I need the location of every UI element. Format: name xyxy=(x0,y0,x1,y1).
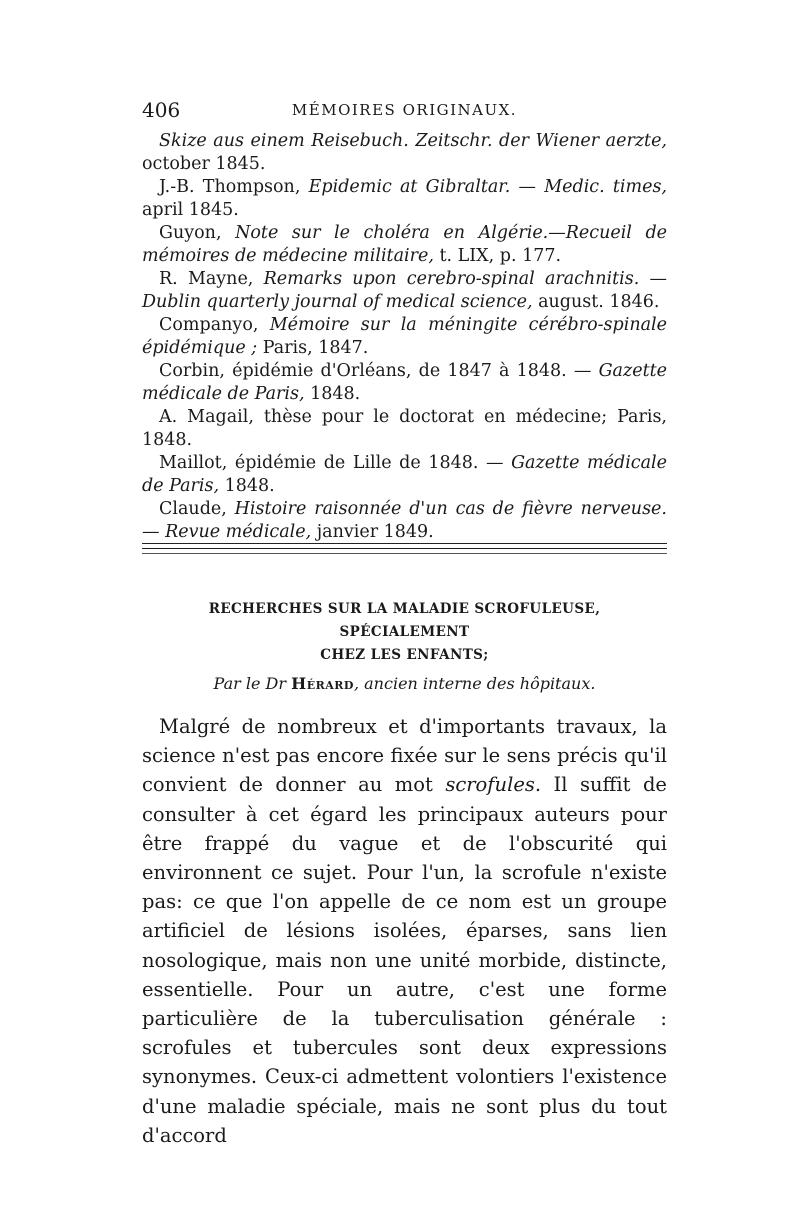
section-divider xyxy=(142,543,667,549)
reference-entry: Skize aus einem Reisebuch. Zeitschr. der Wiener aerzte, october 1845. xyxy=(142,131,667,174)
reference-entry: Claude, Histoire raisonnée d'un cas de fièvre nerveuse. — Revue médicale, janvier 1849. xyxy=(142,499,667,542)
reference-entry: J.-B. Thompson, Epidemic at Gibraltar. — Medic. times, april 1845. xyxy=(142,177,667,220)
article-title xyxy=(142,598,667,667)
author-name: Hérard xyxy=(291,674,354,693)
running-title: MÉMOIRES ORIGINAUX. xyxy=(291,101,518,119)
body-paragraph: Malgré de nombreux et d'importants travaux, la science n'est pas encore fixée sur le sens précis qu'il convient de donner au mot scrofules. Il suffit de consulter à cet égard les principaux auteurs pour être frappé du vague et de l'obscurité qui environnent ce sujet. Pour l'un, la scrofule n'existe pas: ce que l'on appelle de ce nom est un groupe artificiel de lésions isolées, éparses, sans lien nosologique, mais non une unité morbide, distincte, essentielle. Pour un autre, c'est une forme particulière de la tuberculisation générale : scrofules et tubercules sont deux expressions synonymes. Ceux-ci admettent volontiers l'existence d'une maladie spéciale, mais ne sont plus du tout d'accord xyxy=(142,715,667,1147)
reference-entry: Guyon, Note sur le choléra en Algérie.—Recueil de mémoires de médecine militaire, t. LIX, p. 177. xyxy=(142,223,668,266)
author-byline: Par le Dr Hérard, ancien interne des hôpitaux. xyxy=(213,674,596,693)
article-title-line-1: RECHERCHES SUR LA MALADIE SCROFULEUSE, SPÉCIALEMENT xyxy=(208,601,601,640)
running-head xyxy=(142,98,667,124)
reference-entry: R. Mayne, Remarks upon cerebro-spinal arachnitis. — Dublin quarterly journal of medical science, august. 1846. xyxy=(142,269,667,312)
section-divider-thin xyxy=(142,553,667,554)
reference-list xyxy=(142,130,667,544)
page-number: 406 xyxy=(142,98,181,122)
reference-entry: Corbin, épidémie d'Orléans, de 1847 à 1848. — Gazette médicale de Paris, 1848. xyxy=(142,361,667,404)
reference-entry: A. Magail, thèse pour le doctorat en médecine; Paris, 1848. xyxy=(142,407,667,450)
reference-entry: Maillot, épidémie de Lille de 1848. — Gazette médicale de Paris, 1848. xyxy=(142,453,667,496)
reference-entry: Companyo, Mémoire sur la méningite cérébro-spinale épidémique ; Paris, 1847. xyxy=(142,315,667,358)
article-title-line-2: CHEZ LES ENFANTS; xyxy=(320,647,489,663)
